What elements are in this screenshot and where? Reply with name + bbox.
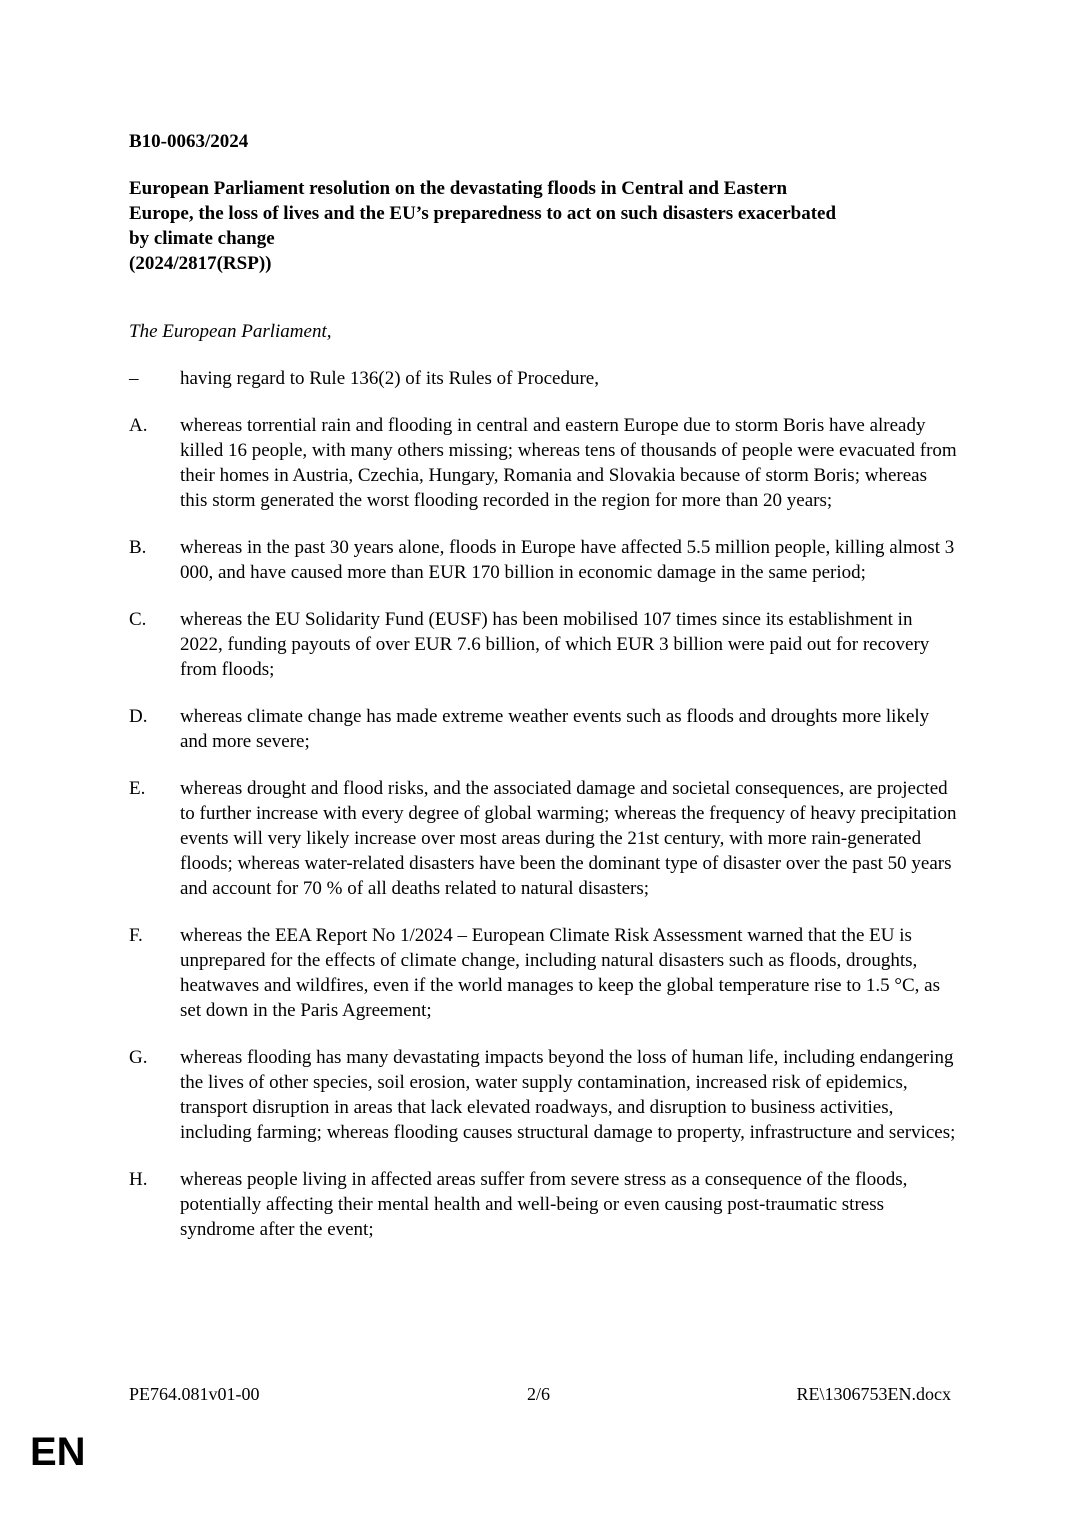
item-text: whereas the EU Solidarity Fund (EUSF) has been mobilised 107 times since its establishment in 2022, funding payouts of over EUR 7.6 billion, of which EUR 3 billion were paid out for recovery from floods;: [180, 609, 930, 680]
item-text: whereas in the past 30 years alone, floods in Europe have affected 5.5 million people, killing almost 3 000, and have caused more than EUR 170 billion in economic damage in the same period;: [180, 537, 955, 583]
item-text: whereas the EEA Report No 1/2024 – European Climate Risk Assessment warned that the EU is unprepared for the effects of climate change, including natural disasters such as floods, droughts, heatwaves and wildfires, even if the world manages to keep the global temperature rise to 1.5 °C, as set down in the Paris Agreement;: [180, 925, 940, 1021]
item-label: D.: [129, 706, 148, 727]
resolution-title: [129, 176, 959, 276]
item-text: whereas drought and flood risks, and the associated damage and societal consequences, are projected to further increase with every degree of global warming; whereas the frequency of heavy precipitation events will very likely increase over most areas during the 21st century, with more rain-generated floods; whereas water-related disasters have been the dominant type of disaster over the past 50 years and account for 70 % of all deaths related to natural disasters;: [180, 778, 957, 899]
list-item: [129, 776, 959, 901]
page-number: 2/6: [527, 1384, 551, 1404]
item-label: B.: [129, 537, 147, 558]
title-line: by climate change: [129, 228, 275, 249]
item-text: whereas people living in affected areas suffer from severe stress as a consequence of the floods, potentially affecting their mental health and well-being or even causing post-traumatic stress syndrome after the event;: [180, 1169, 908, 1240]
item-label: G.: [129, 1047, 148, 1068]
item-label: A.: [129, 415, 148, 436]
item-label: F.: [129, 925, 143, 946]
list-item: [129, 704, 959, 754]
procedure-number: (2024/2817(RSP)): [129, 253, 272, 274]
list-item: [129, 413, 959, 513]
item-text: whereas climate change has made extreme weather events such as floods and droughts more likely and more severe;: [180, 706, 930, 752]
footer-file-name: RE\1306753EN.docx: [796, 1384, 951, 1404]
preamble: The European Parliament,: [129, 321, 332, 342]
footer-document-number: PE764.081v01-00: [129, 1384, 260, 1404]
item-text: having regard to Rule 136(2) of its Rules of Procedure,: [180, 368, 599, 389]
list-item: [129, 535, 959, 585]
list-item: [129, 1167, 959, 1242]
page-footer: [129, 1382, 951, 1407]
item-label: –: [129, 368, 139, 389]
document-reference: B10-0063/2024: [129, 131, 249, 152]
item-label: H.: [129, 1169, 148, 1190]
list-item: [129, 607, 959, 682]
list-item: [129, 923, 959, 1023]
recitals-list: [129, 366, 959, 1264]
item-label: E.: [129, 778, 146, 799]
item-text: whereas torrential rain and flooding in central and eastern Europe due to storm Boris have already killed 16 people, with many others missing; whereas tens of thousands of people were evacuated from their homes in Austria, Czechia, Hungary, Romania and Slovakia because of storm Boris; whereas this storm generated the worst flooding recorded in the region for more than 20 years;: [180, 415, 957, 511]
item-label: C.: [129, 609, 147, 630]
list-item: [129, 1045, 959, 1145]
title-line: Europe, the loss of lives and the EU’s preparedness to act on such disasters exacerbated: [129, 203, 837, 224]
language-code: EN: [30, 1430, 86, 1474]
list-item: [129, 366, 959, 391]
title-line: European Parliament resolution on the devastating floods in Central and Eastern: [129, 178, 788, 199]
item-text: whereas flooding has many devastating impacts beyond the loss of human life, including endangering the lives of other species, soil erosion, water supply contamination, increased risk of epidemics, transport disruption in areas that lack elevated roadways, and disruption to business activities, including farming; whereas flooding causes structural damage to property, infrastructure and services;: [180, 1047, 956, 1143]
